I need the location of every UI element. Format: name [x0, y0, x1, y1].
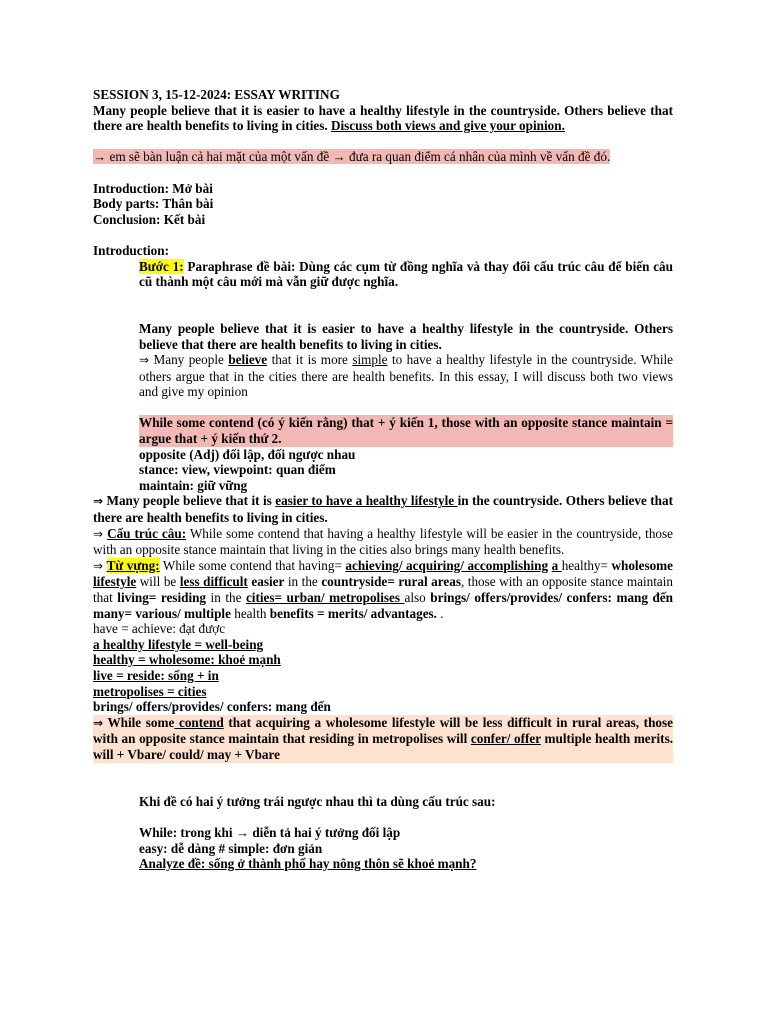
cau-truc-label: Cấu trúc câu:: [107, 525, 187, 541]
intro-heading: Introduction:: [93, 242, 169, 258]
vocab-opposite: opposite (Adj) đối lập, đối ngược nhau: [139, 446, 356, 462]
easy-definition: easy: dễ dàng # simple: đơn giản: [139, 840, 323, 856]
final-sentence: ⇒ While some contend that acquiring a wholesome lifestyle will be less difficult in rural areas, those with an opposite stance maintain that residing in metropolises will confer/ offer multiple health merits. will + Vbare/ could/ may + Vbare: [93, 714, 674, 762]
analyze-line: Analyze đề: sống ở thành phố hay nông thôn sẽ khoẻ mạnh?: [139, 856, 477, 872]
prompt-task: Discuss both views and give your opinion.: [330, 118, 565, 134]
restate-prompt: ⇒ Many people believe that it is easier to have a healthy lifestyle in the countryside. Others believe that there are health benefits to living in cities.: [93, 493, 673, 526]
tu-vung-label: Từ vựng:: [106, 557, 160, 573]
structure-intro: Introduction: Mở bài: [93, 180, 213, 196]
structure-body: Body parts: Thân bài: [93, 196, 214, 212]
session-title: SESSION 3, 15-12-2024: ESSAY WRITING: [93, 87, 340, 102]
tu-vung-paragraph: ⇒ Từ vựng: While some contend that having= achieving/ acquiring/ accomplishing a healthy= wholesome lifestyle will be less difficult easier in the countryside= rural areas, those with an opposite stance maintain that living= residing in the cities= urban/ metropolises also brings/ offers/provides/ confers: mang đến many= various/ multiple health benefits = merits/ advantages. .: [93, 557, 674, 621]
paraphrase-1: ⇒ Many people believe that it is more simple to have a healthy lifestyle in the countryside. While others argue that in the cities there are health benefits. In this essay, I will discuss both two views and give my opinion: [139, 352, 673, 400]
khi-de-note: Khi đề có hai ý tưởng trái ngược nhau thì ta dùng cấu trúc sau:: [139, 793, 496, 809]
original-sentence: Many people believe that it is easier to have a healthy lifestyle in the countryside. Others believe that there are health benefits to living in cities.: [139, 320, 673, 352]
vocab-lifestyle: a healthy lifestyle = well-being: [93, 636, 264, 652]
essay-prompt: Many people believe that it is easier to have a healthy lifestyle in the countryside. Others believe that there are health benefits to living in cities. Discuss both views and give your opinion.: [93, 102, 673, 134]
have-line: have = achieve: đạt được: [93, 621, 226, 637]
cau-truc-cau: ⇒ Cấu trúc câu: While some contend that having a healthy lifestyle will be easier in the countryside, those with an opposite stance maintain that living in the cities also brings many health benefits.: [93, 525, 674, 558]
vocab-maintain: maintain: giữ vững: [139, 477, 248, 493]
step1-label: Bước 1:: [139, 258, 184, 274]
vocab-stance: stance: view, viewpoint: quan điểm: [139, 462, 336, 478]
brings-line: brings/ offers/provides/ confers: mang đến: [93, 699, 331, 715]
step1-paragraph: Bước 1: Paraphrase đề bài: Dùng các cụm từ đồng nghĩa và thay đổi cấu trúc câu để biến câu cũ thành một câu mới mà vẫn giữ được nghĩa.: [139, 258, 673, 290]
discuss-note: → em sẽ bàn luận cả hai mặt của một vấn đề → đưa ra quan điểm cá nhân của mình về vấn đề đó.: [93, 149, 611, 165]
while-structure: While some contend (có ý kiến rằng) that + ý kiến 1, those with an opposite stance maintain = argue that + ý kiến thứ 2.: [139, 415, 673, 447]
structure-conclusion: Conclusion: Kết bài: [93, 211, 206, 227]
while-definition: While: trong khi → diễn tả hai ý tưởng đối lập: [139, 824, 401, 840]
vocab-healthy: healthy = wholesome: khoẻ mạnh: [93, 652, 281, 668]
vocab-metropolises: metropolises = cities: [93, 683, 207, 699]
vocab-live: live = reside: sống + in: [93, 667, 219, 683]
